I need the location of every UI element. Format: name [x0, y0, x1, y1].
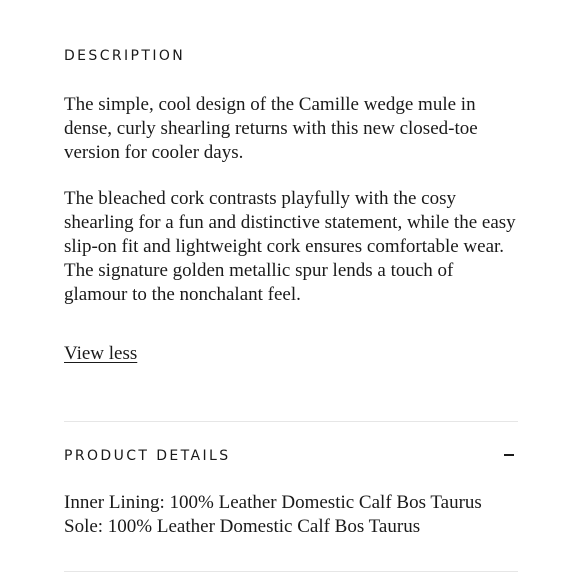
section-divider: [64, 421, 518, 422]
minus-icon[interactable]: [504, 454, 514, 456]
product-details-accordion-header[interactable]: [64, 440, 518, 470]
description-paragraph-2: The bleached cork contrasts playfully with the cosy shearling for a fun and distinctive statement, while the easy slip-on fit and lightweight cork ensures comfortable wear. The signature golden metallic spur lends a touch of glamour to the nonchalant feel.: [64, 188, 516, 305]
details-item-sole: Sole: 100% Leather Domestic Calf Bos Taurus: [64, 516, 421, 537]
description-heading: DESCRIPTION: [64, 48, 186, 64]
description-paragraph-1: The simple, cool design of the Camille wedge mule in dense, curly shearling returns with this new closed-toe version for cooler days.: [64, 94, 478, 163]
view-less-link[interactable]: View less: [64, 343, 138, 364]
product-details-list: [64, 491, 518, 539]
section-divider: [64, 571, 518, 572]
product-info-panel: [64, 0, 518, 580]
product-details-heading: PRODUCT DETAILS: [64, 448, 231, 464]
details-item-inner-lining: Inner Lining: 100% Leather Domestic Calf Bos Taurus: [64, 492, 482, 513]
